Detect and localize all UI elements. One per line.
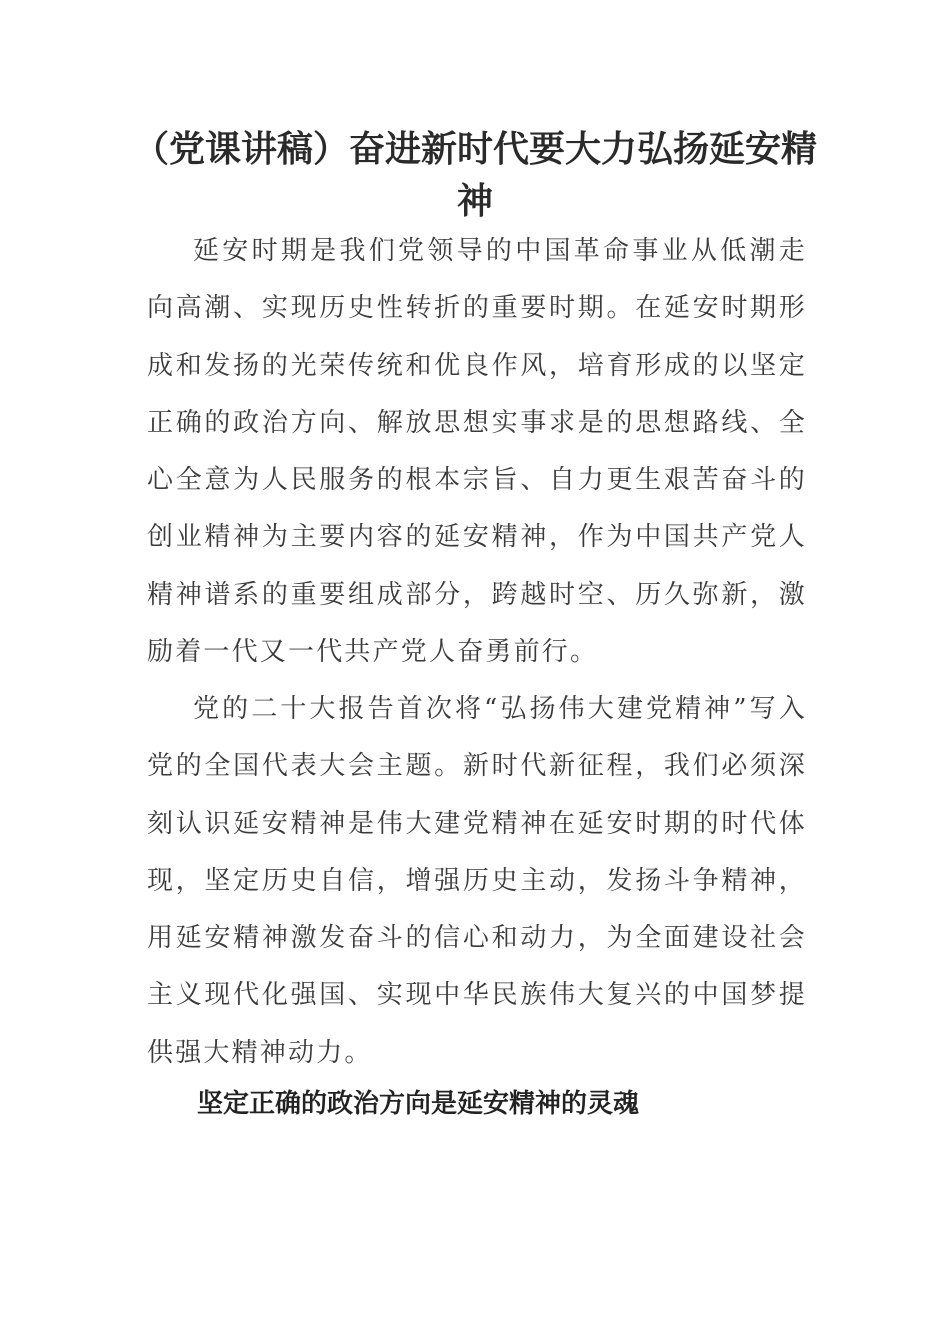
document-title: （党课讲稿）奋进新时代要大力弘扬延安精神	[132, 129, 817, 222]
paragraph-1: 延安时期是我们党领导的中国革命事业从低潮走向高潮、实现历史性转折的重要时期。在延安时期形成和发扬的光荣传统和优良作风，培育形成的以坚定正确的政治方向、解放思想实事求是的思想路线、全心全意为人民服务的根本宗旨、自力更生艰苦奋斗的创业精神为主要内容的延安精神，作为中国共产党人精神谱系的重要组成部分，跨越时空、历久弥新，激励着一代又一代共产党人奋勇前行。	[147, 236, 807, 668]
paragraph-2: 党的二十大报告首次将“弘扬伟大建党精神”写入党的全国代表大会主题。新时代新征程，我们必须深刻认识延安精神是伟大建党精神在延安时期的时代体现，坚定历史自信，增强历史主动，发扬斗争精神，用延安精神激发奋斗的信心和动力，为全面建设社会主义现代化强国、实现中华民族伟大复兴的中国梦提供强大精神动力。	[147, 694, 807, 1068]
section-heading: 坚定正确的政治方向是延安精神的灵魂	[197, 1089, 640, 1119]
